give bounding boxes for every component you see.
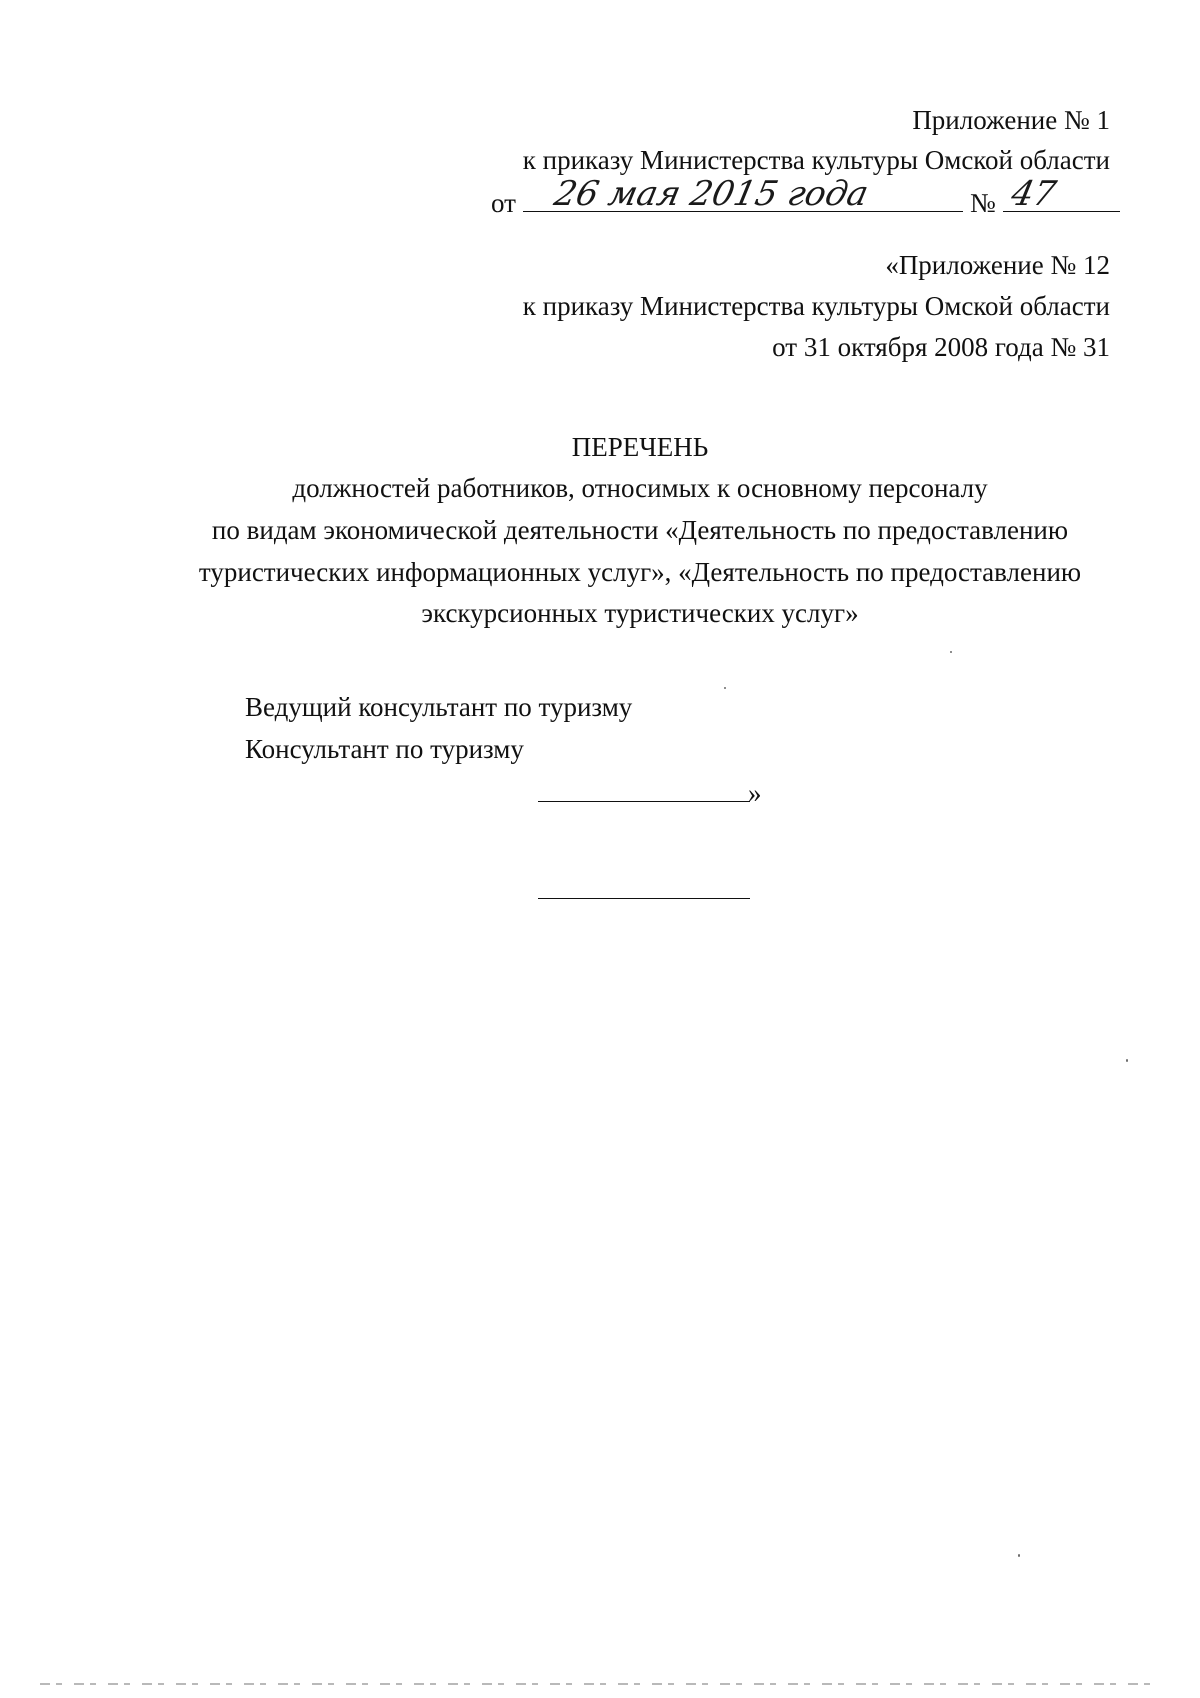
title-line: должностей работников, относимых к основному персоналу bbox=[292, 473, 988, 503]
title-line: по видам экономической деятельности «Деятельность по предоставлению bbox=[211, 515, 1069, 545]
scan-speck bbox=[1018, 1554, 1020, 1557]
number-label: № bbox=[970, 188, 996, 218]
scan-edge-artifact bbox=[40, 1683, 1160, 1685]
from-label: от bbox=[491, 188, 516, 218]
handwritten-date: 26 мая 2015 года bbox=[550, 174, 872, 214]
closing-underline bbox=[538, 801, 750, 802]
closing-quote: » bbox=[748, 778, 762, 808]
scan-speck bbox=[950, 651, 952, 653]
scan-speck bbox=[724, 687, 726, 689]
title-line: туристических информационных услуг», «Деятельность по предоставлению bbox=[198, 557, 1082, 587]
scan-speck bbox=[1126, 1059, 1128, 1062]
end-separator-line bbox=[538, 898, 750, 899]
title-line: экскурсионных туристических услуг» bbox=[421, 598, 859, 628]
position-item: Консультант по туризму bbox=[245, 734, 524, 764]
document-heading: ПЕРЕЧЕНЬ bbox=[571, 432, 709, 462]
original-date-line: от 31 октября 2008 года № 31 bbox=[772, 332, 1110, 362]
original-order-line: к приказу Министерства культуры Омской области bbox=[522, 291, 1110, 321]
order-line: к приказу Министерства культуры Омской области bbox=[522, 145, 1110, 175]
position-item: Ведущий консультант по туризму bbox=[245, 692, 633, 722]
original-annex-line: «Приложение № 12 bbox=[885, 250, 1110, 280]
annex-line: Приложение № 1 bbox=[912, 105, 1110, 135]
handwritten-number: 47 bbox=[1007, 174, 1060, 214]
